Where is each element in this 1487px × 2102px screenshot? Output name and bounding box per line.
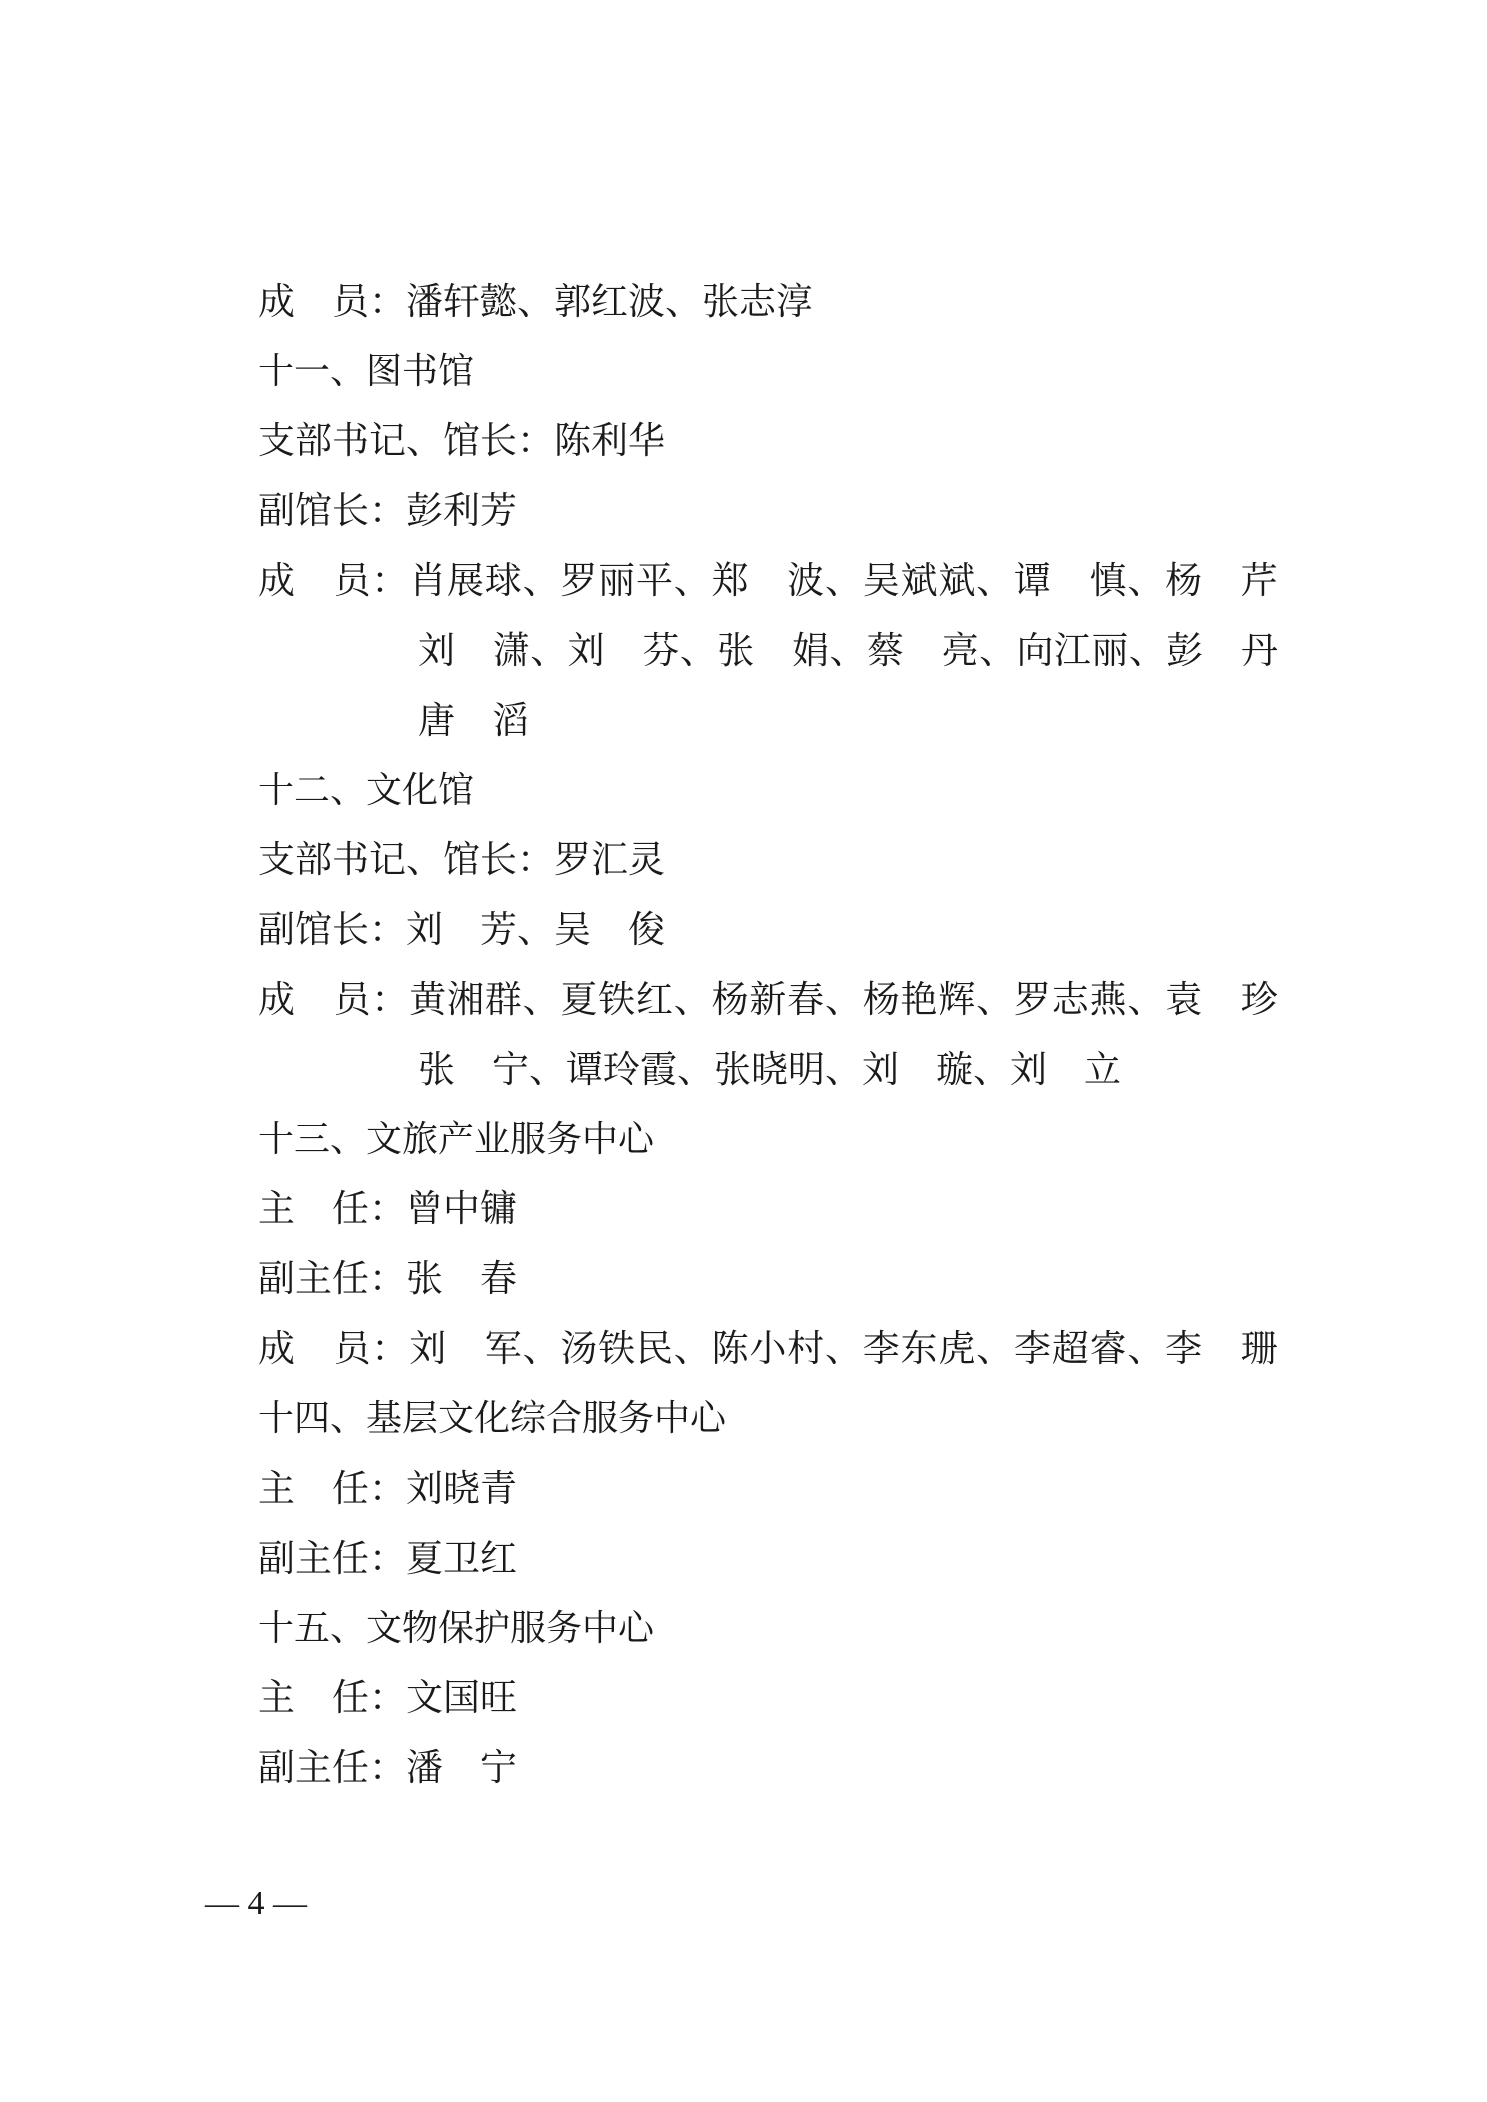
glyph: 丹	[1240, 629, 1278, 672]
glyph	[755, 621, 792, 681]
glyph: 、	[1128, 629, 1166, 672]
glyph: 娟	[792, 629, 830, 672]
glyph: 江	[1053, 629, 1091, 672]
glyph: 刘	[567, 629, 605, 672]
glyph: 、	[829, 629, 867, 672]
glyph: 、	[522, 978, 560, 1021]
glyph: 球	[484, 559, 522, 602]
glyph: 小	[749, 1327, 787, 1370]
glyph: 罗	[560, 559, 598, 602]
glyph: 、	[976, 978, 1014, 1021]
glyph: 丽	[598, 559, 636, 602]
glyph: 虎	[938, 1327, 976, 1370]
glyph: 志	[1051, 978, 1089, 1021]
glyph: 艳	[900, 978, 938, 1021]
glyph: 、	[1127, 1327, 1165, 1370]
section-heading: 十一、图书馆	[258, 351, 475, 392]
glyph: 、	[1127, 978, 1165, 1021]
glyph: 展	[446, 559, 484, 602]
glyph: 、	[522, 1327, 560, 1370]
body-line: 副主任：潘 宁	[258, 1746, 517, 1789]
glyph: 李	[862, 1327, 900, 1370]
glyph	[605, 621, 642, 681]
section-heading: 十五、文物保护服务中心	[258, 1608, 655, 1649]
glyph: 湘	[446, 978, 484, 1021]
glyph: 铁	[598, 1327, 636, 1370]
glyph: 辉	[938, 978, 976, 1021]
glyph: 、	[824, 559, 862, 602]
body-line: 支部书记、馆长：罗汇灵	[258, 838, 665, 881]
body-line-continuation: 张 宁、谭玲霞、张晓明、刘 璇、刘 立	[418, 1048, 1121, 1091]
glyph: 燕	[1089, 978, 1127, 1021]
glyph: 夏	[560, 978, 598, 1021]
glyph: 、	[679, 629, 717, 672]
glyph: 蔡	[866, 629, 904, 672]
body-line: 主 任：曾中镛	[258, 1187, 517, 1230]
body-line: 副馆长：刘 芳、吴 俊	[258, 908, 665, 951]
glyph: 、	[673, 559, 711, 602]
body-line: 主 任：刘晓青	[258, 1467, 517, 1510]
glyph: 波	[787, 559, 825, 602]
glyph: 谭	[1013, 559, 1051, 602]
body-line: 副主任：张 春	[258, 1257, 517, 1300]
glyph	[296, 970, 333, 1030]
glyph	[1203, 1319, 1240, 1379]
glyph: 、	[673, 1327, 711, 1370]
glyph: 、	[976, 559, 1014, 602]
body-line-continuation: 唐 滔	[418, 699, 529, 742]
glyph: 潇	[492, 629, 530, 672]
glyph: 民	[635, 1327, 673, 1370]
glyph: 、	[673, 978, 711, 1021]
glyph: 平	[635, 559, 673, 602]
body-line: 主 任：文国旺	[258, 1676, 517, 1719]
body-line	[258, 1319, 1278, 1379]
glyph	[296, 551, 333, 611]
glyph: 珍	[1240, 978, 1278, 1021]
glyph: 新	[749, 978, 787, 1021]
body-line: 支部书记、馆长：陈利华	[258, 419, 665, 462]
section-heading: 十二、文化馆	[258, 770, 475, 811]
glyph: 、	[979, 629, 1017, 672]
glyph	[749, 551, 786, 611]
glyph: 亮	[941, 629, 979, 672]
glyph	[455, 621, 492, 681]
glyph: 丽	[1091, 629, 1129, 672]
glyph: 刘	[418, 629, 455, 672]
glyph: ：	[371, 559, 409, 602]
glyph: 杨	[711, 978, 749, 1021]
glyph: 村	[787, 1327, 825, 1370]
glyph: 吴	[862, 559, 900, 602]
glyph: 汤	[560, 1327, 598, 1370]
glyph: 李	[1165, 1327, 1203, 1370]
glyph: 成	[258, 978, 295, 1021]
section-heading: 十三、文旅产业服务中心	[258, 1119, 655, 1160]
glyph: 、	[530, 629, 568, 672]
glyph: 员	[333, 559, 371, 602]
glyph: 斌	[900, 559, 938, 602]
glyph: 、	[1127, 559, 1165, 602]
glyph: 芹	[1240, 559, 1278, 602]
page-number: — 4 —	[205, 1885, 307, 1922]
glyph: 春	[787, 978, 825, 1021]
glyph: 员	[333, 1327, 371, 1370]
body-line: 副馆长：彭利芳	[258, 489, 517, 532]
glyph: 黄	[409, 978, 447, 1021]
section-heading: 十四、基层文化综合服务中心	[258, 1398, 727, 1439]
glyph: 成	[258, 1327, 295, 1370]
glyph	[904, 621, 941, 681]
glyph: 彭	[1166, 629, 1204, 672]
glyph: 芬	[642, 629, 680, 672]
glyph: 成	[258, 559, 295, 602]
body-line: 成 员：潘轩懿、郭红波、张志淳	[258, 280, 813, 323]
glyph: 、	[824, 1327, 862, 1370]
glyph: 张	[717, 629, 755, 672]
glyph: 睿	[1089, 1327, 1127, 1370]
glyph	[296, 1319, 333, 1379]
body-line-continuation	[418, 621, 1278, 681]
glyph	[1204, 621, 1241, 681]
glyph: 李	[1013, 1327, 1051, 1370]
glyph: 向	[1016, 629, 1054, 672]
glyph: 东	[900, 1327, 938, 1370]
glyph	[1052, 551, 1089, 611]
glyph: 、	[976, 1327, 1014, 1370]
body-line	[258, 551, 1278, 611]
glyph: 刘	[409, 1327, 447, 1370]
glyph: 员	[333, 978, 371, 1021]
glyph: 斌	[938, 559, 976, 602]
glyph: 、	[824, 978, 862, 1021]
body-line	[258, 970, 1278, 1030]
glyph: ：	[371, 978, 409, 1021]
glyph: 群	[484, 978, 522, 1021]
glyph: 杨	[862, 978, 900, 1021]
glyph: 慎	[1089, 559, 1127, 602]
glyph: 罗	[1013, 978, 1051, 1021]
glyph: 、	[522, 559, 560, 602]
glyph: 珊	[1240, 1327, 1278, 1370]
glyph: 杨	[1165, 559, 1203, 602]
glyph: 袁	[1165, 978, 1203, 1021]
glyph: ：	[371, 1327, 409, 1370]
glyph: 红	[635, 978, 673, 1021]
glyph: 郑	[711, 559, 749, 602]
glyph: 陈	[711, 1327, 749, 1370]
glyph: 军	[484, 1327, 522, 1370]
glyph: 铁	[598, 978, 636, 1021]
glyph	[1203, 551, 1240, 611]
glyph: 肖	[409, 559, 447, 602]
glyph	[447, 1319, 484, 1379]
body-line: 副主任：夏卫红	[258, 1537, 517, 1580]
glyph: 超	[1051, 1327, 1089, 1370]
glyph	[1203, 970, 1240, 1030]
